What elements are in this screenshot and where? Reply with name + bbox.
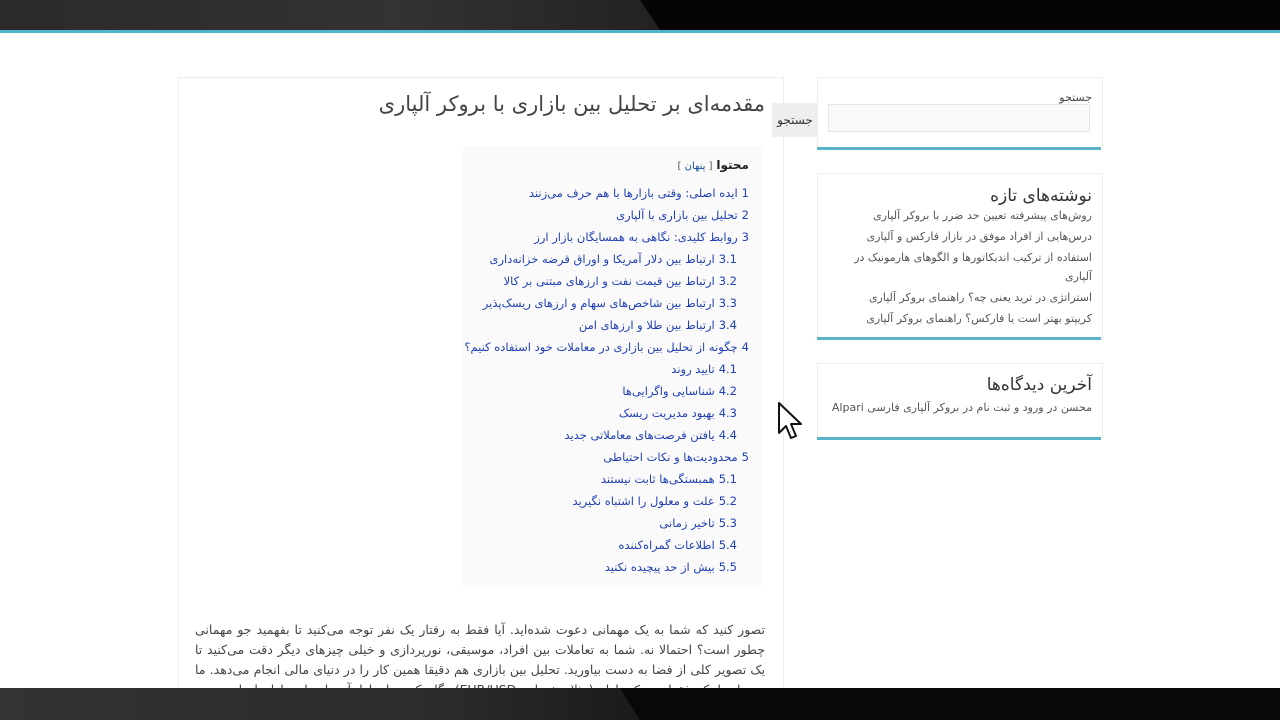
- article-body-paragraph: تصور کنید که شما به یک مهمانی دعوت شده‌اید. آیا فقط به رفتار یک نفر توجه می‌کنید تا بفهمید جو مهمانی چطور است؟ احتمالا نه. شما به تعاملات بین افراد، موسیقی، نورپردازی و خیلی چیزهای دیگر دقت می‌کنید تا یک تصویر کلی از فضا به دست بیاورید. تحلیل بین بازاری هم دقیقا همین کار را در دنیای مالی انجام می‌دهد. ما: [195, 622, 765, 677]
- toc-item-number: 4: [741, 340, 749, 354]
- toc-item-number: 3: [741, 230, 749, 244]
- toc-item-label: ارتباط بین دلار آمریکا و اوراق قرضه خزانه‌داری: [489, 252, 715, 266]
- toc-item[interactable]: [464, 204, 749, 226]
- toc-item-label: ایده اصلی: وقتی بازارها با هم حرف می‌زنند: [528, 186, 738, 200]
- recent-post-link[interactable]: روش‌های پیشرفته تعیین حد ضرر با بروکر آلپاری: [873, 209, 1092, 222]
- search-button[interactable]: جستجو: [772, 103, 818, 137]
- recent-comments-widget: [817, 363, 1103, 438]
- toc-item[interactable]: [464, 424, 749, 446]
- search-widget-accent: [817, 147, 1101, 150]
- toc-item-label: تایید روند: [671, 362, 715, 376]
- recent-comments-accent: [817, 437, 1101, 440]
- toc-item[interactable]: [464, 314, 749, 336]
- toc-toggle-open-bracket: [: [708, 161, 713, 172]
- toc-item-label: همبستگی‌ها ثابت نیستند: [600, 472, 715, 486]
- toc-item-number: 3.3: [718, 296, 737, 310]
- header-accent-line: [0, 30, 1280, 33]
- toc-item-number: 4.2: [718, 384, 737, 398]
- comment-connector: در: [1047, 401, 1058, 414]
- toc-item-number: 2: [741, 208, 749, 222]
- toc-item-label: ارتباط بین شاخص‌های سهام و ارزهای ریسک‌پذیر: [482, 296, 715, 310]
- toc-item-number: 5.2: [718, 494, 737, 508]
- toc-item-label: اطلاعات گمراه‌کننده: [618, 538, 715, 552]
- toc-item-number: 3.2: [718, 274, 737, 288]
- toc-item-label: یافتن فرصت‌های معاملاتی جدید: [564, 428, 715, 442]
- mouse-cursor-icon: [777, 401, 803, 441]
- toc-item-number: 5.1: [718, 472, 737, 486]
- toc-item-label: شناسایی واگرایی‌ها: [622, 384, 715, 398]
- toc-item-label: چگونه از تحلیل بین بازاری در معاملات خود استفاده کنیم؟: [464, 340, 738, 354]
- comment-post-link[interactable]: ورود و ثبت نام در بروکر آلپاری فارسی Alpari: [831, 401, 1044, 414]
- toc-item-number: 4.1: [718, 362, 737, 376]
- toc-item[interactable]: [464, 336, 749, 358]
- toc-item[interactable]: [464, 182, 749, 204]
- toc-item[interactable]: [464, 226, 749, 248]
- search-label: جستجو: [1059, 91, 1092, 104]
- toc-toggle[interactable]: [678, 161, 713, 172]
- toc-item-label: علت و معلول را اشتباه نگیرید: [572, 494, 715, 508]
- toc-item-number: 5.4: [718, 538, 737, 552]
- toc-item-label: تحلیل بین بازاری با آلپاری: [616, 208, 738, 222]
- toc-item[interactable]: [464, 248, 749, 270]
- toc-item-label: بیش از حد پیچیده نکنید: [604, 560, 715, 574]
- toc-item[interactable]: [464, 402, 749, 424]
- search-widget: [817, 77, 1103, 148]
- toc-item-number: 4.4: [718, 428, 737, 442]
- toc-item[interactable]: [464, 556, 749, 578]
- toc-item-label: ارتباط بین قیمت نفت و ارزهای مبتنی بر کالا: [503, 274, 715, 288]
- toc-item[interactable]: [464, 490, 749, 512]
- toc-item-number: 1: [741, 186, 749, 200]
- toc-item[interactable]: [464, 270, 749, 292]
- search-input[interactable]: [828, 104, 1090, 132]
- toc-item[interactable]: [464, 512, 749, 534]
- toc-item-number: 3.4: [718, 318, 737, 332]
- toc-header: [678, 158, 749, 172]
- toc-item[interactable]: [464, 446, 749, 468]
- toc-item[interactable]: [464, 292, 749, 314]
- screen-top-bar-highlight: [0, 0, 660, 30]
- toc-item-label: بهبود مدیریت ریسک: [618, 406, 715, 420]
- toc-item[interactable]: [464, 380, 749, 402]
- toc-toggle-close-bracket: ]: [677, 161, 682, 172]
- recent-posts-accent: [817, 337, 1101, 340]
- recent-post-link[interactable]: استفاده از ترکیب اندیکاتورها و الگوهای هارمونیک در آلپاری: [854, 251, 1092, 283]
- toc-item-label: محدودیت‌ها و نکات احتیاطی: [603, 450, 738, 464]
- recent-post-link[interactable]: کریپتو بهتر است یا فارکس؟ راهنمای بروکر آلپاری: [866, 312, 1092, 325]
- toc-toggle-link[interactable]: پنهان: [684, 161, 706, 172]
- toc-item-number: 5.3: [718, 516, 737, 530]
- toc-item-number: 3.1: [718, 252, 737, 266]
- toc-item[interactable]: [464, 358, 749, 380]
- toc-item-label: تاخیر زمانی: [659, 516, 715, 530]
- toc-list: [464, 182, 749, 578]
- toc-item[interactable]: [464, 468, 749, 490]
- toc-title: محتوا: [716, 158, 749, 172]
- toc-item-label: ارتباط بین طلا و ارزهای امن: [578, 318, 715, 332]
- toc-item-number: 5.5: [718, 560, 737, 574]
- toc-item-number: 4.3: [718, 406, 737, 420]
- article-card: [178, 77, 784, 689]
- toc-item[interactable]: [464, 534, 749, 556]
- recent-posts-widget: [817, 173, 1103, 338]
- recent-comments-title: آخرین دیدگاه‌ها: [986, 375, 1092, 395]
- toc-item-label: روابط کلیدی: نگاهی به همسایگان بازار ارز: [534, 230, 738, 244]
- comment-author[interactable]: محسن: [1060, 401, 1092, 414]
- screen-bottom-bar-highlight: [0, 688, 640, 720]
- recent-posts-list: [826, 206, 1092, 330]
- recent-comments-list: [826, 398, 1092, 419]
- article-title: مقدمه‌ای بر تحلیل بین بازاری با بروکر آلپاری: [378, 92, 765, 116]
- recent-posts-title: نوشته‌های تازه: [990, 186, 1092, 206]
- table-of-contents: [463, 146, 763, 586]
- comment-item: [826, 398, 1092, 417]
- toc-item-number: 5: [741, 450, 749, 464]
- recent-post-link[interactable]: استراتژی در ترید یعنی چه؟ راهنمای بروکر آلپاری: [868, 291, 1092, 304]
- recent-post-link[interactable]: درس‌هایی از افراد موفق در بازار فارکس و آلپاری: [866, 230, 1092, 243]
